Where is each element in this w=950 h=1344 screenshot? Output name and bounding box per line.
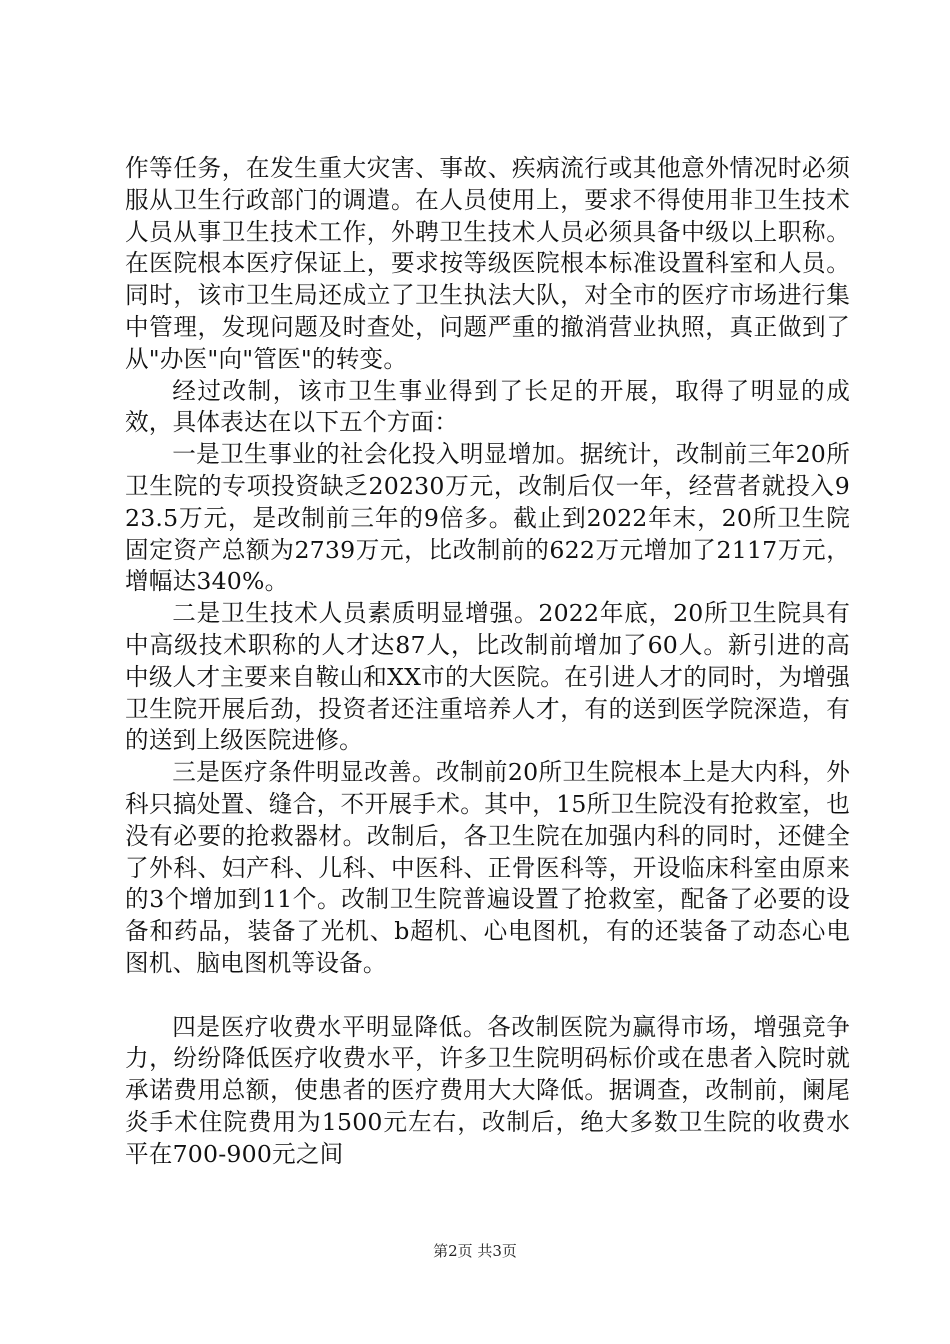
paragraph-point-two: 二是卫生技术人员素质明显增强。2022年底，20所卫生院具有中高级技术职称的人才达87人，比改制前增加了60人。新引进的高中级人才主要来自鞍山和XX市的大医院。在引进人才的同时，为增强卫生院开展后劲，投资者还注重培养人才，有的送到医学院深造，有的送到上级医院进修。 [125,599,850,755]
paragraph-point-four: 四是医疗收费水平明显降低。各改制医院为赢得市场，增强竞争力，纷纷降低医疗收费水平，许多卫生院明码标价或在患者入院时就承诺费用总额，使患者的医疗费用大大降低。据调查，改制前，阑尾炎手术住院费用为1500元左右，改制后，绝大多数卫生院的收费水平在700-900元之间 [125,1012,850,1168]
paragraph-point-one: 一是卫生事业的社会化投入明显增加。据统计，改制前三年20所卫生院的专项投资缺乏20230万元，改制后仅一年，经营者就投入923.5万元，是改制前三年的9倍多。截止到2022年末，20所卫生院固定资产总额为2739万元，比改制前的622万元增加了2117万元，增幅达340%。 [125,440,850,596]
document-body [125,153,850,1171]
paragraph-continuation: 作等任务，在发生重大灾害、事故、疾病流行或其他意外情况时必须服从卫生行政部门的调遣。在人员使用上，要求不得使用非卫生技术人员从事卫生技术工作，外聘卫生技术人员必须具备中级以上职称。在医院根本医疗保证上，要求按等级医院根本标准设置科室和人员。同时，该市卫生局还成立了卫生执法大队，对全市的医疗市场进行集中管理，发现问题及时查处，问题严重的撤消营业执照，真正做到了从"办医"向"管医"的转变。 [125,154,850,373]
page-footer: 第2页 共3页 [433,1242,517,1260]
paragraph-point-three: 三是医疗条件明显改善。改制前20所卫生院根本上是大内科，外科只搞处置、缝合，不开展手术。其中，15所卫生院没有抢救室，也没有必要的抢救器材。改制后，各卫生院在加强内科的同时，还健全了外科、妇产科、儿科、中医科、正骨医科等，开设临床科室由原来的3个增加到11个。改制卫生院普遍设置了抢救室，配备了必要的设备和药品，装备了光机、b超机、心电图机，有的还装备了动态心电图机、脑电图机等设备。 [125,758,850,977]
paragraph-intro-results: 经过改制，该市卫生事业得到了长足的开展，取得了明显的成效，具体表达在以下五个方面： [125,376,850,437]
